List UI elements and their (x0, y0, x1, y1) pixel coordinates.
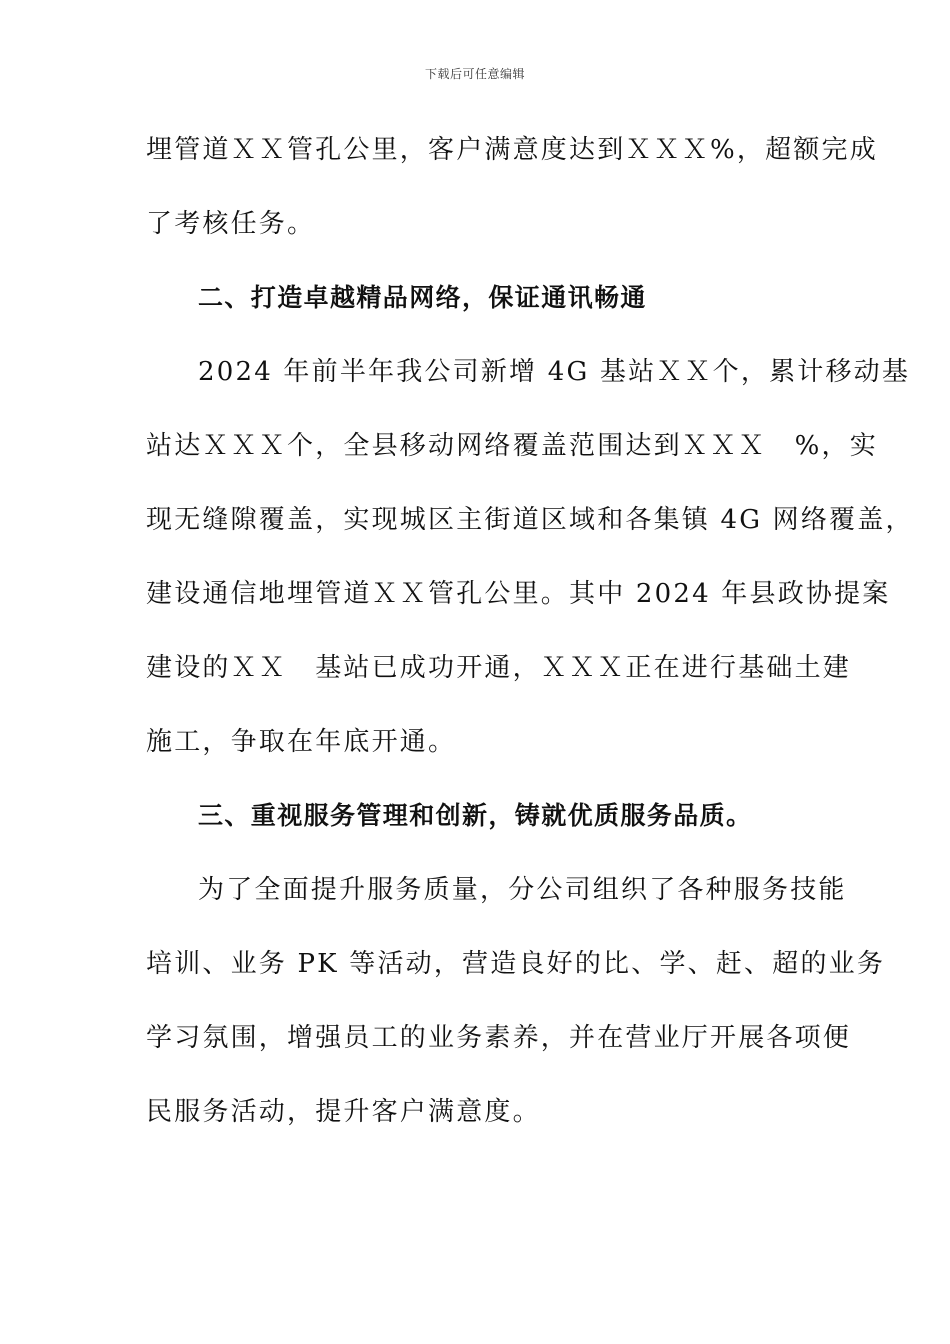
paragraph-line: 学习氛围，增强员工的业务素养，并在营业厅开展各项便 (146, 1023, 852, 1053)
paragraph-line: 埋管道ＸＸ管孔公里，客户满意度达到ＸＸＸ%，超额完成 (146, 135, 878, 165)
paragraph-line: 2024 年前半年我公司新增 4G 基站ＸＸ个，累计移动基 (198, 357, 911, 387)
page-header: 下载后可任意编辑 (424, 67, 525, 81)
paragraph-line: 施工，争取在年底开通。 (146, 727, 457, 757)
paragraph-line: 民服务活动，提升客户满意度。 (146, 1097, 541, 1127)
document-body (146, 122, 914, 1158)
section-heading-2: 二、打造卓越精品网络，保证通讯畅通 (198, 283, 647, 312)
paragraph-line: 建设通信地埋管道ＸＸ管孔公里。其中 2024 年县政协提案 (146, 579, 891, 609)
paragraph-line: 培训、业务 PK 等活动，营造良好的比、学、赶、超的业务 (146, 949, 886, 979)
paragraph-line: 站达ＸＸＸ个，全县移动网络覆盖范围达到ＸＸＸ %，实 (146, 431, 878, 461)
paragraph-line: 为了全面提升服务质量，分公司组织了各种服务技能 (198, 875, 847, 905)
paragraph-line: 了考核任务。 (146, 209, 316, 239)
paragraph-line: 建设的ＸＸ 基站已成功开通，ＸＸＸ正在进行基础土建 (146, 653, 852, 683)
section-heading-3: 三、重视服务管理和创新，铸就优质服务品质。 (198, 801, 753, 830)
paragraph-line: 现无缝隙覆盖，实现城区主街道区域和各集镇 4G 网络覆盖， (146, 505, 914, 535)
